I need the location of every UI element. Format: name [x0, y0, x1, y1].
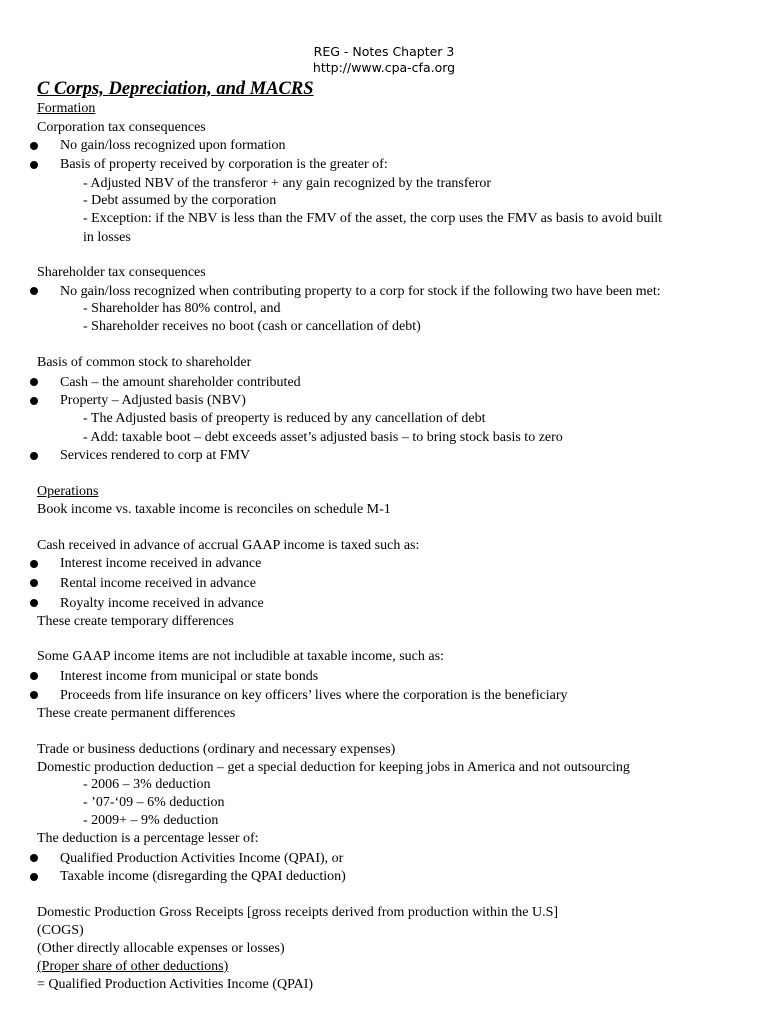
paragraph: = Qualified Production Activities Income (QPAI)	[37, 977, 314, 992]
sub-list-item: - 2006 – 3% deduction	[83, 777, 211, 792]
subheading-shareholder-tax: Shareholder tax consequences	[37, 265, 206, 280]
section-heading-formation: Formation	[37, 101, 96, 116]
bullet-icon	[30, 560, 38, 568]
paragraph: (Other directly allocable expenses or losses)	[37, 941, 285, 956]
paragraph: These create permanent differences	[37, 706, 236, 721]
subheading-basis-common-stock: Basis of common stock to shareholder	[37, 355, 252, 370]
list-item: No gain/loss recognized when contributing property to a corp for stock if the following two have been met:	[60, 284, 661, 299]
paragraph: The deduction is a percentage lesser of:	[37, 831, 259, 846]
paragraph-underlined: (Proper share of other deductions)	[37, 959, 229, 974]
list-item: Proceeds from life insurance on key officers’ lives where the corporation is the beneficiary	[60, 688, 568, 703]
bullet-icon	[30, 599, 38, 607]
paragraph: (COGS)	[37, 923, 84, 938]
list-item: Services rendered to corp at FMV	[60, 448, 251, 463]
list-item: Royalty income received in advance	[60, 596, 264, 611]
list-item: Taxable income (disregarding the QPAI deduction)	[60, 869, 346, 884]
bullet-icon	[30, 691, 38, 699]
paragraph: Domestic Production Gross Receipts [gross receipts derived from production within the U.S]	[37, 905, 559, 920]
header-url: http://www.cpa-cfa.org	[312, 60, 456, 75]
sub-list-item: - 2009+ – 9% deduction	[83, 813, 219, 828]
sub-list-item: - Exception: if the NBV is less than the FMV of the asset, the corp uses the FMV as basis to avoid built	[83, 211, 662, 226]
bullet-icon	[30, 873, 38, 881]
bullet-icon	[30, 579, 38, 587]
sub-list-item: - ’07-‘09 – 6% deduction	[83, 795, 225, 810]
sub-list-item: - Shareholder receives no boot (cash or cancellation of debt)	[83, 319, 421, 334]
header-chapter-title: REG - Notes Chapter 3	[313, 44, 455, 59]
list-item: Basis of property received by corporation is the greater of:	[60, 157, 388, 172]
paragraph: Some GAAP income items are not includible at taxable income, such as:	[37, 649, 444, 664]
bullet-icon	[30, 287, 38, 295]
list-item: Cash – the amount shareholder contributed	[60, 375, 301, 390]
sub-list-item: - Adjusted NBV of the transferor + any gain recognized by the transferor	[83, 176, 492, 191]
sub-list-item: - Debt assumed by the corporation	[83, 193, 277, 208]
bullet-icon	[30, 397, 38, 405]
paragraph: Cash received in advance of accrual GAAP income is taxed such as:	[37, 538, 420, 553]
bullet-icon	[30, 378, 38, 386]
list-item: Interest income from municipal or state bonds	[60, 669, 319, 684]
page-title: C Corps, Depreciation, and MACRS	[37, 79, 314, 99]
sub-list-item: - The Adjusted basis of preoperty is reduced by any cancellation of debt	[83, 411, 486, 426]
subheading-corp-tax: Corporation tax consequences	[37, 120, 206, 135]
bullet-icon	[30, 672, 38, 680]
list-item: Interest income received in advance	[60, 556, 262, 571]
paragraph: Book income vs. taxable income is reconciles on schedule M-1	[37, 502, 391, 517]
sub-list-item: - Add: taxable boot – debt exceeds asset’s adjusted basis – to bring stock basis to zero	[83, 430, 563, 445]
paragraph: Domestic production deduction – get a special deduction for keeping jobs in America and not outsourcing	[37, 760, 630, 775]
bullet-icon	[30, 452, 38, 460]
paragraph: Trade or business deductions (ordinary and necessary expenses)	[37, 742, 396, 757]
bullet-icon	[30, 161, 38, 169]
sub-list-item-continued: in losses	[83, 230, 131, 245]
bullet-icon	[30, 854, 38, 862]
list-item: Rental income received in advance	[60, 576, 256, 591]
section-heading-operations: Operations	[37, 484, 99, 499]
list-item: Qualified Production Activities Income (QPAI), or	[60, 851, 344, 866]
paragraph: These create temporary differences	[37, 614, 234, 629]
bullet-icon	[30, 142, 38, 150]
list-item: Property – Adjusted basis (NBV)	[60, 393, 246, 408]
list-item: No gain/loss recognized upon formation	[60, 138, 286, 153]
sub-list-item: - Shareholder has 80% control, and	[83, 301, 281, 316]
